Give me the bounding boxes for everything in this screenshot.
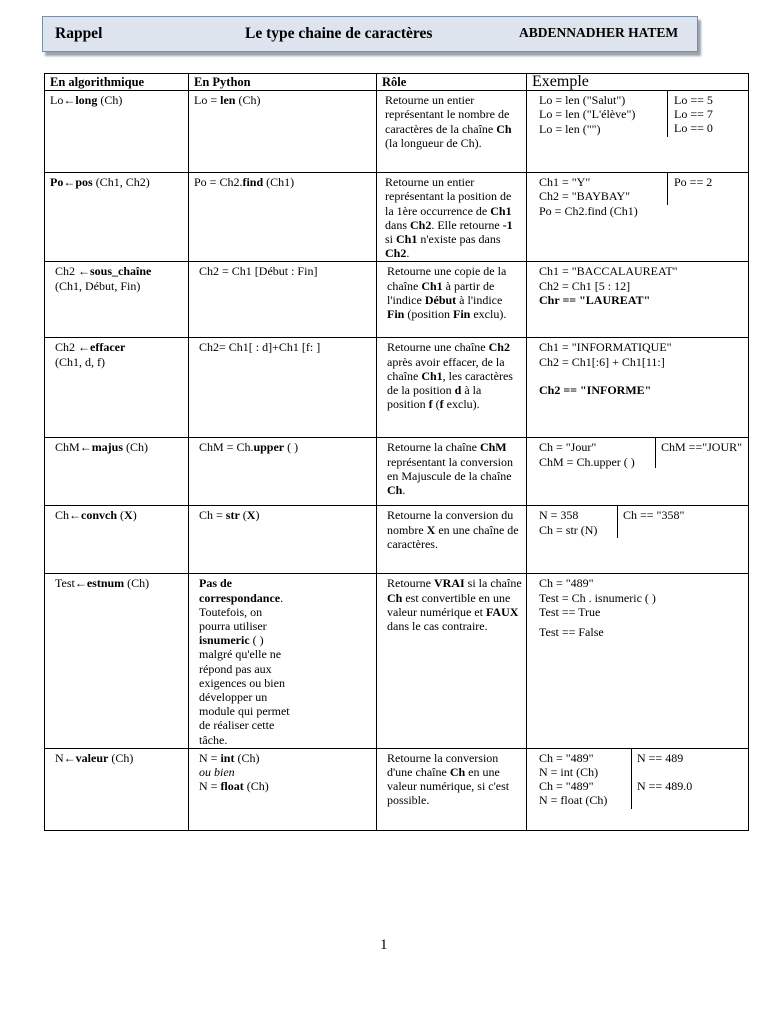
example-line: Ch1 = "Y"	[539, 175, 591, 190]
example-line: Po = Ch2.find (Ch1)	[539, 203, 638, 218]
header-banner	[42, 16, 698, 52]
example-result: Chr == "LAUREAT"	[539, 292, 651, 307]
algo-cell: Ch2 ←sous_chaîne (Ch1, Début, Fin)	[45, 262, 189, 338]
example-result: Po == 2	[674, 175, 713, 190]
example-result: N == 489.0	[637, 778, 693, 793]
example-cell	[527, 262, 749, 338]
example-line: Ch2 = "BAYBAY"	[539, 189, 631, 204]
role-cell: Retourne un entier représentant le nombre de caractères de la chaîne Ch (la longueur de Ch).	[377, 91, 527, 173]
example-line: Ch = "489"	[539, 779, 594, 794]
table-row	[45, 91, 749, 173]
column-divider	[667, 173, 668, 205]
example-result: Ch == "358"	[623, 508, 685, 523]
example-line: Test == False	[539, 625, 604, 640]
example-cell	[527, 574, 749, 748]
example-line: N = 358	[539, 508, 579, 523]
table-row	[45, 748, 749, 830]
column-divider	[617, 506, 618, 538]
example-line: Ch2 = Ch1[:6] + Ch1[11:]	[539, 354, 665, 369]
table-row	[45, 506, 749, 574]
example-cell	[527, 748, 749, 830]
example-result: Ch2 == "INFORME"	[539, 382, 652, 397]
example-line: N = float (Ch)	[539, 793, 608, 808]
python-cell: N = int (Ch) ou bien N = float (Ch)	[189, 748, 377, 830]
example-line: Ch1 = "BACCALAUREAT"	[539, 264, 678, 279]
example-cell	[527, 506, 749, 574]
example-result: Lo == 0	[674, 121, 713, 136]
python-cell: Po = Ch2.find (Ch1)	[189, 173, 377, 262]
column-header: Rôle	[377, 74, 527, 91]
algo-cell: Ch←convch (X)	[45, 506, 189, 574]
example-line: Ch = "489"	[539, 750, 594, 765]
python-cell: Ch2= Ch1[ : d]+Ch1 [f: ]	[189, 338, 377, 438]
column-divider	[667, 91, 668, 137]
example-cell	[527, 338, 749, 438]
role-cell: Retourne VRAI si la chaîne Ch est convertible en une valeur numérique et FAUX dans le cas contraire.	[377, 574, 527, 748]
algo-cell: N←valeur (Ch)	[45, 748, 189, 830]
algo-cell: ChM←majus (Ch)	[45, 438, 189, 506]
table-row	[45, 438, 749, 506]
example-line: ChM = Ch.upper ( )	[539, 454, 635, 469]
example-line: Test == True	[539, 604, 601, 619]
table-row	[45, 574, 749, 748]
algo-cell: Po←pos (Ch1, Ch2)	[45, 173, 189, 262]
algo-cell: Test←estnum (Ch)	[45, 574, 189, 748]
example-line: Ch2 = Ch1 [5 : 12]	[539, 278, 631, 293]
functions-table	[44, 73, 749, 831]
python-cell: Pas de correspondance. Toutefois, on pourra utiliser isnumeric ( ) malgré qu'elle ne répond pas aux exigences ou bien développer un module qui permet de réaliser cette tâche.	[189, 574, 377, 748]
column-header: Exemple	[527, 74, 749, 91]
example-line: Ch = "Jour"	[539, 440, 597, 455]
column-header: En algorithmique	[45, 74, 189, 91]
example-line: Lo = len ("L'élève")	[539, 107, 636, 122]
column-divider	[631, 749, 632, 809]
role-cell: Retourne la chaîne ChM représentant la conversion en Majuscule de la chaîne Ch.	[377, 438, 527, 506]
algo-cell: Lo←long (Ch)	[45, 91, 189, 173]
example-cell	[527, 173, 749, 262]
python-cell: Lo = len (Ch)	[189, 91, 377, 173]
role-cell: Retourne la conversion d'une chaîne Ch en une valeur numérique, si c'est possible.	[377, 748, 527, 830]
role-cell: Retourne la conversion du nombre X en une chaîne de caractères.	[377, 506, 527, 574]
example-line: Test = Ch . isnumeric ( )	[539, 590, 656, 605]
example-result: Lo == 5	[674, 93, 713, 108]
example-line: N = int (Ch)	[539, 765, 599, 780]
role-cell: Retourne une chaîne Ch2 après avoir effacer, de la chaîne Ch1, les caractères de la position d à la position f (f exclu).	[377, 338, 527, 438]
role-cell: Retourne un entier représentant la position de la 1ère occurrence de Ch1 dans Ch2. Elle retourne -1 si Ch1 n'existe pas dans Ch2.	[377, 173, 527, 262]
example-cell	[527, 438, 749, 506]
table-row	[45, 262, 749, 338]
column-divider	[655, 438, 656, 468]
header-left: Rappel	[55, 25, 103, 42]
table-row	[45, 173, 749, 262]
page-number: 1	[380, 937, 388, 953]
example-line: Ch = "489"	[539, 576, 594, 591]
example-cell	[527, 91, 749, 173]
role-cell: Retourne une copie de la chaîne Ch1 à partir de l'indice Début à l'indice Fin (position Fin exclu).	[377, 262, 527, 338]
table-header-row	[45, 74, 749, 91]
example-line: Lo = len ("Salut")	[539, 93, 626, 108]
algo-cell: Ch2 ←effacer (Ch1, d, f)	[45, 338, 189, 438]
table-row	[45, 338, 749, 438]
header-title: Le type chaine de caractères	[245, 25, 433, 42]
python-cell: Ch2 = Ch1 [Début : Fin]	[189, 262, 377, 338]
example-result: Lo == 7	[674, 107, 713, 122]
example-line: Lo = len ("")	[539, 121, 601, 136]
example-line: Ch1 = "INFORMATIQUE"	[539, 340, 672, 355]
example-result: N == 489	[637, 750, 684, 765]
header-author: ABDENNADHER HATEM	[519, 25, 679, 40]
example-result: ChM =="JOUR"	[661, 440, 743, 455]
python-cell: ChM = Ch.upper ( )	[189, 438, 377, 506]
column-header: En Python	[189, 74, 377, 91]
python-cell: Ch = str (X)	[189, 506, 377, 574]
example-line: Ch = str (N)	[539, 522, 598, 537]
